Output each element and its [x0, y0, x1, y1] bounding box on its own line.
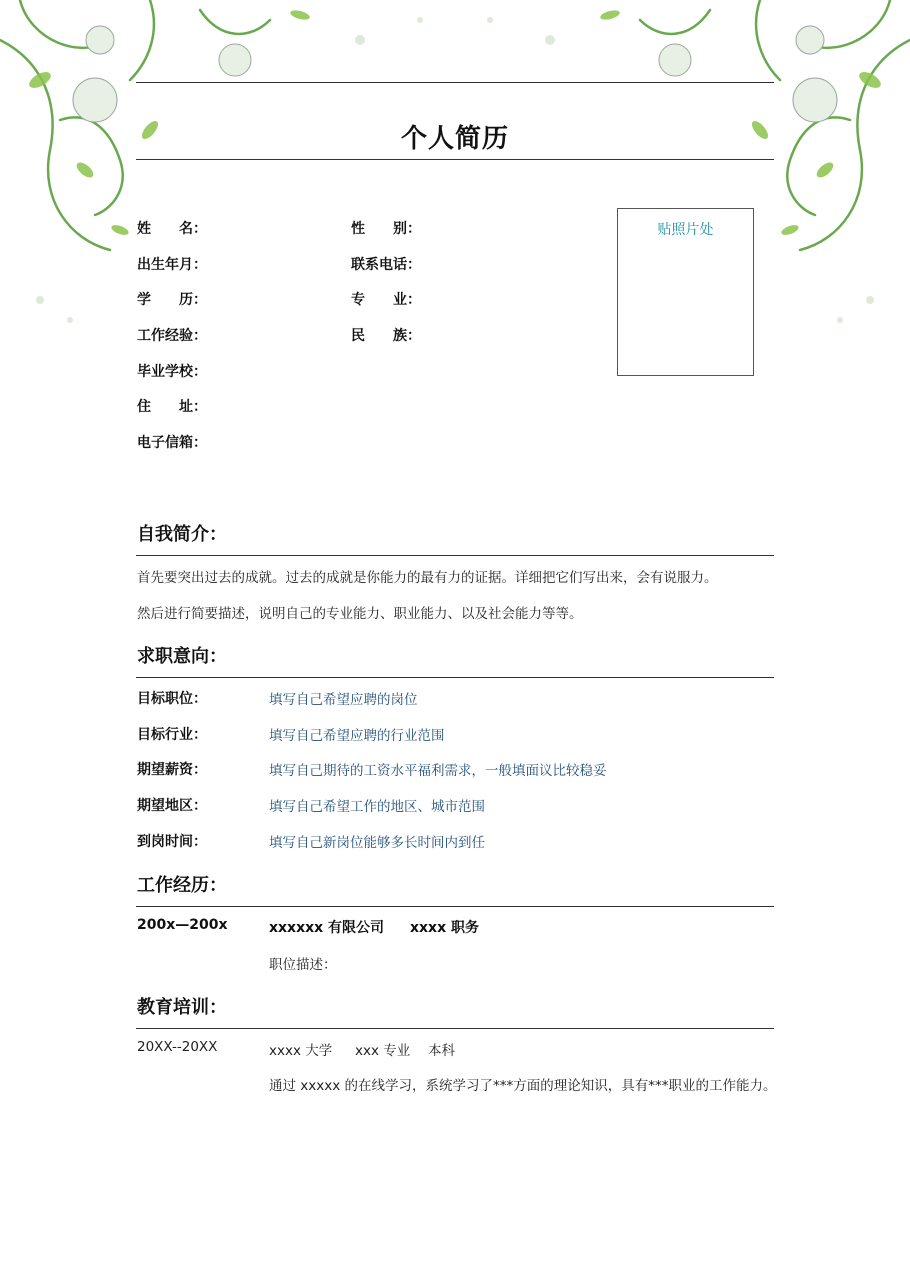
section-rule	[136, 677, 774, 678]
work-position: xxxx 职务	[410, 920, 479, 936]
job-intent-value: 填写自己希望应聘的岗位	[269, 692, 418, 708]
section-rule	[136, 555, 774, 556]
job-intent-label: 目标职位：	[137, 691, 207, 707]
label-major: 专 业：	[351, 292, 421, 308]
label-school: 毕业学校：	[137, 364, 207, 380]
label-address: 住 址：	[137, 399, 207, 415]
section-heading-education: 教育培训：	[137, 997, 227, 1018]
label-gender: 性 别：	[351, 221, 421, 237]
section-heading-job-intent: 求职意向：	[137, 646, 227, 667]
education-school: xxxx 大学	[269, 1043, 333, 1059]
job-intent-value: 填写自己期待的工资水平福利需求，一般填面议比较稳妥	[269, 763, 607, 779]
page-title: 个人简历	[400, 124, 509, 154]
job-intent-value: 填写自己新岗位能够多长时间内到任	[269, 835, 485, 851]
section-rule	[136, 1028, 774, 1029]
job-intent-label: 期望地区：	[137, 798, 207, 814]
title-top-rule	[136, 82, 774, 83]
section-rule	[136, 906, 774, 907]
label-degree: 学 历：	[137, 292, 207, 308]
education-period: 20XX--20XX	[137, 1039, 218, 1055]
education-major: xxx 专业	[355, 1043, 411, 1059]
label-email: 电子信箱：	[137, 435, 207, 451]
job-intent-label: 目标行业：	[137, 727, 207, 743]
title-bottom-rule	[136, 159, 774, 160]
self-intro-line-1: 首先要突出过去的成就。过去的成就是你能力的最有力的证据。详细把它们写出来，会有说服力。	[137, 570, 718, 586]
education-degree: 本科	[428, 1043, 455, 1059]
label-phone: 联系电话：	[351, 257, 421, 273]
work-description: 职位描述：	[269, 957, 337, 973]
work-period: 200x—200x	[137, 917, 228, 933]
section-heading-work: 工作经历：	[137, 875, 227, 896]
job-intent-value: 填写自己希望工作的地区、城市范围	[269, 799, 485, 815]
self-intro-line-2: 然后进行简要描述，说明自己的专业能力、职业能力、以及社会能力等等。	[137, 606, 583, 622]
photo-placeholder[interactable]	[617, 208, 754, 376]
job-intent-value: 填写自己希望应聘的行业范围	[269, 728, 445, 744]
education-description: 通过 xxxxx 的在线学习，系统学习了***方面的理论知识，具有***职业的工作能力。	[269, 1078, 777, 1094]
section-heading-self-intro: 自我简介：	[137, 524, 227, 545]
job-intent-label: 期望薪资：	[137, 762, 207, 778]
label-ethnicity: 民 族：	[351, 328, 421, 344]
label-birth: 出生年月：	[137, 257, 207, 273]
photo-placeholder-label: 贴照片处	[657, 222, 714, 238]
work-company: xxxxxx 有限公司	[269, 920, 385, 936]
label-name: 姓 名：	[137, 221, 207, 237]
label-experience: 工作经验：	[137, 328, 207, 344]
job-intent-label: 到岗时间：	[137, 834, 207, 850]
